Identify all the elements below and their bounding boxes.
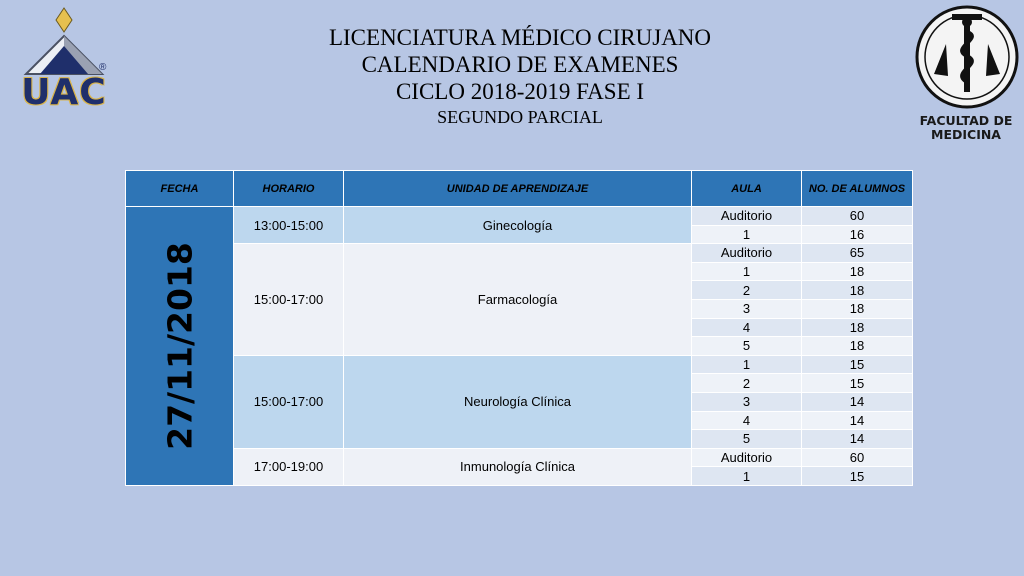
aula-cell: 4 [692,411,802,430]
aula-cell: 2 [692,374,802,393]
header-horario: HORARIO [234,171,344,207]
horario-cell: 13:00-15:00 [234,207,344,244]
alumnos-cell: 60 [802,448,913,467]
aula-cell: 3 [692,299,802,318]
table-row [126,244,913,263]
title-line-2: CALENDARIO DE EXAMENES [361,52,679,77]
aula-cell: 3 [692,392,802,411]
fecha-value: 27/11/2018 [160,242,199,450]
header-fecha: FECHA [126,171,234,207]
alumnos-cell: 15 [802,374,913,393]
horario-cell: 15:00-17:00 [234,244,344,356]
alumnos-cell: 60 [802,207,913,226]
table-header-row [126,171,913,207]
aula-cell: 1 [692,225,802,244]
aula-cell: 1 [692,467,802,486]
aula-cell: Auditorio [692,207,802,226]
aula-cell: Auditorio [692,448,802,467]
header-aula: AULA [692,171,802,207]
unidad-cell: Farmacología [344,244,692,356]
header-alumnos: NO. DE ALUMNOS [802,171,913,207]
alumnos-cell: 15 [802,355,913,374]
facultad-label [906,114,1024,142]
alumnos-cell: 18 [802,262,913,281]
exam-schedule-table [125,170,913,486]
alumnos-cell: 14 [802,430,913,449]
alumnos-cell: 18 [802,318,913,337]
unidad-cell: Inmunología Clínica [344,448,692,485]
registered-mark: ® [99,62,107,73]
alumnos-cell: 18 [802,299,913,318]
fecha-cell [126,207,234,486]
aula-cell: 4 [692,318,802,337]
unidad-cell: Ginecología [344,207,692,244]
title-line-1: LICENCIATURA MÉDICO CIRUJANO [328,25,712,50]
alumnos-cell: 15 [802,467,913,486]
horario-cell: 15:00-17:00 [234,355,344,448]
alumnos-cell: 14 [802,411,913,430]
alumnos-cell: 18 [802,281,913,300]
alumnos-cell: 65 [802,244,913,263]
facultad-line-1: FACULTAD DE [919,113,1013,128]
aula-cell: 5 [692,337,802,356]
aula-cell: Auditorio [692,244,802,263]
alumnos-cell: 14 [802,392,913,411]
table-row [126,207,913,226]
facultad-line-2: MEDICINA [931,127,1001,142]
title-line-4: SEGUNDO PARCIAL [437,107,603,127]
title-line-3: CICLO 2018-2019 FASE I [395,79,645,104]
page-title [230,24,810,129]
uac-logo-text: UAC [21,72,107,113]
table-row [126,448,913,467]
header-unidad: UNIDAD DE APRENDIZAJE [344,171,692,207]
aula-cell: 1 [692,262,802,281]
caduceus-seal-icon [914,4,1020,110]
unidad-cell: Neurología Clínica [344,355,692,448]
horario-cell: 17:00-19:00 [234,448,344,485]
aula-cell: 1 [692,355,802,374]
aula-cell: 5 [692,430,802,449]
aula-cell: 2 [692,281,802,300]
alumnos-cell: 16 [802,225,913,244]
table-row [126,355,913,374]
alumnos-cell: 18 [802,337,913,356]
